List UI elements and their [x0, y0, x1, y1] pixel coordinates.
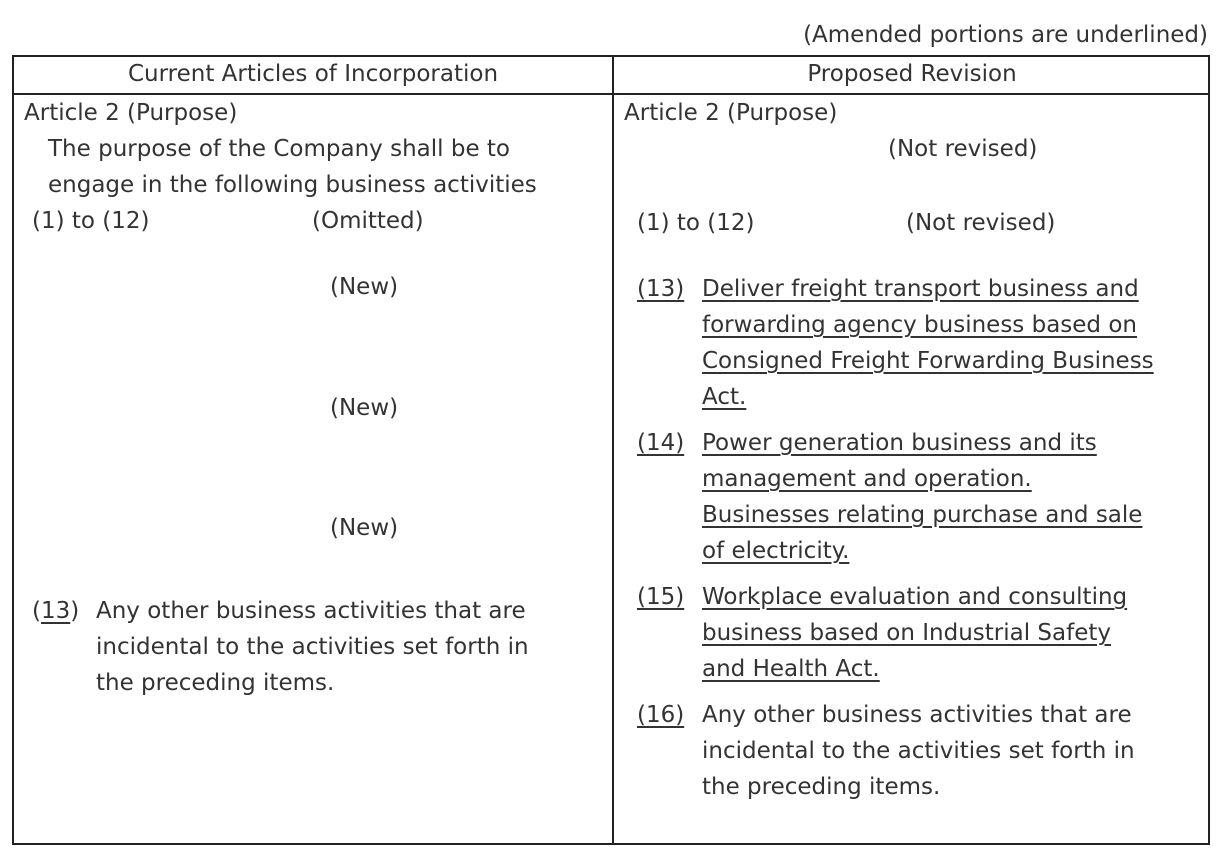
proposed-item-15-number: (15): [637, 584, 685, 610]
current-item-13-open-paren: (: [32, 598, 41, 624]
current-purpose-line-2: engage in the following business activities: [48, 172, 537, 198]
proposed-item-15-line-2: business based on Industrial Safety: [702, 620, 1112, 646]
current-column-header: Current Articles of Incorporation: [127, 61, 499, 87]
current-new-placeholder-1: (New): [330, 274, 399, 300]
proposed-article-title: Article 2 (Purpose): [624, 100, 838, 126]
proposed-item-14-line-3: Businesses relating purchase and sale: [702, 502, 1143, 528]
comparison-table: [12, 55, 1210, 845]
current-item-13-line-2: incidental to the activities set forth in: [96, 634, 529, 660]
current-item-13-digits: 13: [40, 598, 71, 624]
proposed-items-range: (1) to (12): [637, 210, 755, 236]
proposed-item-13-line-3: Consigned Freight Forwarding Business: [702, 348, 1154, 374]
proposed-item-13-line-4: Act.: [702, 384, 747, 410]
proposed-item-13-line-1: Deliver freight transport business and: [702, 276, 1139, 302]
proposed-column-header: Proposed Revision: [807, 61, 1017, 87]
proposed-item-16-line-2: incidental to the activities set forth in: [702, 738, 1135, 764]
current-new-placeholder-2: (New): [330, 395, 399, 421]
current-item-13-line-1: Any other business activities that are: [96, 598, 526, 624]
current-new-placeholder-3: (New): [330, 515, 399, 541]
proposed-item-14-line-2: management and operation.: [702, 466, 1032, 492]
proposed-item-13-line-2: forwarding agency business based on: [702, 312, 1137, 338]
proposed-item-16-number: (16): [637, 702, 685, 728]
proposed-item-15-line-3: and Health Act.: [702, 656, 880, 682]
current-purpose-line-1: The purpose of the Company shall be to: [48, 136, 510, 162]
proposed-item-14-number: (14): [637, 430, 685, 456]
current-item-13-number: [32, 593, 79, 629]
proposed-item-16-line-1: Any other business activities that are: [702, 702, 1132, 728]
proposed-item-15-line-1: Workplace evaluation and consulting: [702, 584, 1128, 610]
current-article-title: Article 2 (Purpose): [24, 100, 238, 126]
current-item-13-line-3: the preceding items.: [96, 670, 335, 696]
proposed-item-14-line-1: Power generation business and its: [702, 430, 1097, 456]
column-divider: [612, 57, 614, 843]
current-items-status: (Omitted): [312, 208, 424, 234]
proposed-item-14-line-4: of electricity.: [702, 538, 850, 564]
proposed-purpose-status: (Not revised): [888, 136, 1038, 162]
proposed-item-16-line-3: the preceding items.: [702, 774, 941, 800]
proposed-item-13-number: (13): [637, 276, 685, 302]
current-item-13-close-paren: ): [70, 598, 80, 624]
current-items-range: (1) to (12): [32, 208, 150, 234]
proposed-items-status: (Not revised): [906, 210, 1056, 236]
amendment-note: (Amended portions are underlined): [803, 22, 1208, 48]
